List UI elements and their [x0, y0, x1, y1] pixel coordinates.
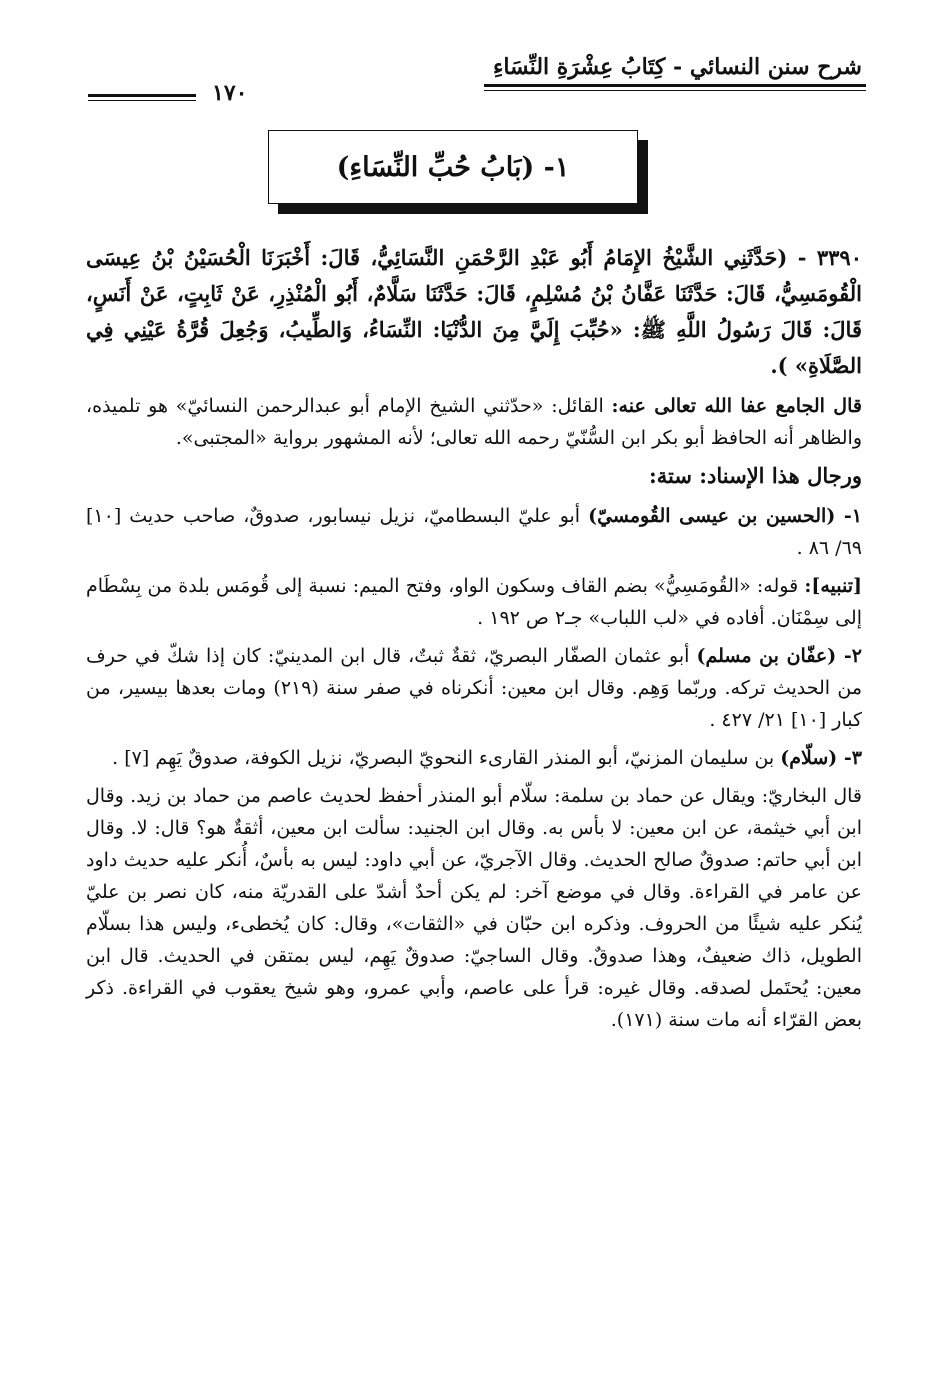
header-rule [484, 84, 866, 87]
narrator-text: بن سليمان المزنيّ، أبو المنذر القارىء النحويّ البصريّ، نزيل الكوفة، صدوقٌ يَهِم [٧] . [112, 747, 781, 769]
chapter-title-box [268, 130, 638, 204]
narrator-text: أبو عليّ البسطاميّ، نزيل نيسابور، صدوقٌ، صاحب حديث [١٠] ٦٩/ ٨٦ . [86, 505, 862, 559]
narrator-name: ١- (الحسين بن عيسى القُومسيّ) [588, 505, 862, 527]
narrator-entry [86, 640, 862, 736]
narrator-text: أبو عثمان الصفّار البصريّ، ثقةٌ ثبتٌ، قال ابن المدينيّ: كان إذا شكّ في حرف من الحديث تركه. وربّما وَهِم. وقال ابن معين: أنكرناه في صفر سنة (٢١٩) ومات بعدها بيسير، من كبار [١٠] ٢١/ ٤٢٧ . [86, 645, 863, 731]
page-header [88, 48, 866, 108]
running-title: شرح سنن النسائي - كِتَابُ عِشْرَةِ النِّسَاءِ [493, 54, 862, 80]
hadith-text: ٣٣٩٠ - (حَدَّثَنِي الشَّيْخُ الإِمَامُ أَبُو عَبْدِ الرَّحْمَنِ النَّسَائِيُّ، قَالَ: أَخْبَرَنَا الْحُسَيْنُ بْنُ عِيسَى الْقُومَسِيُّ، قَالَ: حَدَّثَنَا عَفَّانُ بْنُ مُسْلِمٍ، قَالَ: حَدَّثَنَا سَلَّامٌ، أَبُو الْمُنْذِرِ، عَنْ ثَابِتٍ، عَنْ أَنَسٍ، قَالَ: قَالَ رَسُولُ اللَّهِ ﷺ: «حُبِّبَ إِلَيَّ مِنَ الدُّنْيَا: النِّسَاءُ، وَالطِّيبُ، وَجُعِلَ قُرَّةُ عَيْنِي فِي الصَّلَاةِ» ). [86, 245, 862, 378]
commentary-lead: قال الجامع عفا الله تعالى عنه: [611, 395, 862, 417]
note-label: [تنبيه]: [804, 575, 862, 597]
section-heading: ورجال هذا الإسناد: ستة: [649, 463, 862, 488]
narrator-name: ٣- (سلّام) [780, 747, 862, 769]
page-content [86, 240, 862, 1042]
narrator-name: ٢- (عفّان بن مسلم) [696, 645, 862, 667]
final-paragraph: قال البخاريّ: ويقال عن حماد بن سلمة: سلّام أبو المنذر أحفظ لحديث عاصم من حماد بن زيد. وقال ابن أبي خيثمة، عن ابن معين: لا بأس به. وقال ابن الجنيد: سألت ابن معين، أثقةٌ هو؟ قال: لا. وقال ابن أبي حاتم: صدوقٌ صالح الحديث. وقال الآجريّ، عن أبي داود: ليس به بأسٌ، أُنكر عليه حديث داود عن عامر في القراءة. وقال في موضع آخر: لم يكن أحدٌ أشدّ على القدريّة منه، كان نصر بن عليّ يُنكر عليه شيئًا من الحروف. وذكره ابن حبّان في «الثقات»، وقال: كان يُخطىء، وليس هذا بسلّام الطويل، ذاك ضعيفٌ، وهذا صدوقٌ. وقال الساجيّ: صدوقٌ يَهِم، ليس بمتقن في الحديث. قال ابن معين: يُحتَمل لصدقه. وقال غيره: قرأ على عاصم، وأبي عمرو، وهو شيخ يعقوب في القراءة. ذكر بعض القرّاء أنه مات سنة (١٧١). [86, 785, 862, 1031]
narrator-entry [86, 500, 862, 564]
header-rule-thin [484, 90, 866, 91]
narrator-entry [86, 742, 862, 774]
page-number-rule-thin [88, 100, 196, 101]
page-number: ١٧٠ [212, 80, 248, 106]
commentary-text: القائل: «حدّثني الشيخ الإمام أبو عبدالرحمن النسائيّ» هو تلميذه، والظاهر أنه الحافظ أبو بكر ابن السُّنّيّ رحمه الله تعالى؛ لأنه المشهور برواية «المجتبى». [86, 395, 862, 449]
note-entry [86, 570, 862, 634]
commentary-paragraph [86, 390, 862, 454]
chapter-title: ١- (بَابُ حُبِّ النِّسَاءِ) [336, 151, 570, 183]
page-number-rule [88, 94, 196, 97]
note-text: قوله: «القُومَسِيُّ» بضم القاف وسكون الواو، وفتح الميم: نسبة إلى قُومَس بلدة من بِسْطَام إلى سِمْنَان. أفاده في «لب اللباب» جـ٢ ص ١٩٢ . [86, 575, 862, 629]
